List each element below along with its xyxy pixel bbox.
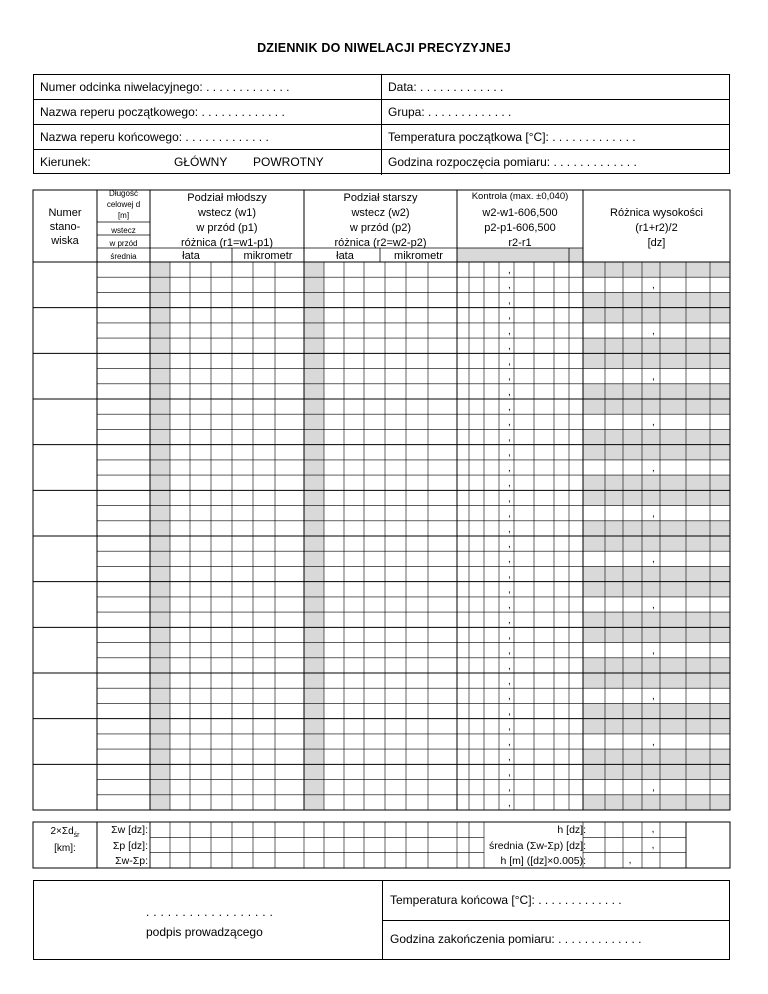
control-decimal-mark: , — [508, 310, 511, 322]
direction-main-option[interactable]: GŁÓWNY — [174, 155, 228, 169]
control-decimal-mark: , — [508, 736, 511, 748]
height-difference-header — [583, 206, 730, 251]
height-diff-line: Różnica wysokości — [610, 207, 703, 219]
control-decimal-mark: , — [508, 599, 511, 611]
summary-decimal-mark: , — [628, 855, 632, 866]
height-diff-line: [dz] — [647, 237, 666, 249]
control-decimal-mark: , — [508, 797, 511, 809]
dots: . . . . . . . . . . . . . — [428, 105, 512, 119]
dots: . . . . . . . . . . . . . — [558, 932, 642, 946]
sum-wp-label: Σw-Σp: — [115, 855, 148, 867]
young-division-header — [150, 191, 304, 251]
control-formulas — [457, 206, 583, 251]
control-title: Kontrola (max. ±0,040) — [471, 191, 569, 202]
young-back: wstecz (w1) — [197, 207, 257, 219]
control-decimal-mark: , — [508, 401, 511, 413]
mean-wp-label: średnia (Σw-Σp) [dz]: — [488, 840, 586, 852]
sum-p-label: Σp [dz]: — [112, 840, 148, 852]
height-diff-decimal-mark: , — [652, 554, 655, 566]
dsum-label — [33, 825, 97, 855]
height-diff-decimal-mark: , — [652, 599, 655, 611]
dots: . . . . . . . . . . . . . — [420, 80, 504, 94]
young-diff: różnica (r1=w1-p1) — [180, 237, 273, 249]
end-temp-label: Temperatura końcowa [°C]: — [390, 893, 535, 907]
height-diff-decimal-mark: , — [652, 371, 655, 383]
control-line: w2-w1-606,500 — [482, 207, 558, 219]
h-m-label: h [m] ([dz]×0.005): — [500, 855, 586, 867]
control-decimal-mark: , — [508, 447, 511, 459]
control-decimal-mark: , — [508, 752, 511, 764]
old-back: wstecz (w2) — [351, 207, 410, 219]
control-decimal-mark: , — [508, 356, 511, 368]
signature-label: podpis prowadzącego — [146, 925, 263, 939]
control-decimal-mark: , — [508, 691, 511, 703]
distance-header-line: Długość — [109, 189, 138, 198]
distance-back-label: wstecz — [111, 226, 136, 235]
control-decimal-mark: , — [508, 478, 511, 490]
control-decimal-mark: , — [508, 371, 511, 383]
start-benchmark-label: Nazwa reperu początkowego: — [40, 105, 199, 119]
control-decimal-mark: , — [508, 767, 511, 779]
dsum-text: 2×Σd — [50, 826, 74, 837]
distance-header-line: [m] — [117, 211, 130, 220]
young-fore: w przód (p1) — [196, 222, 258, 234]
distance-header — [97, 188, 150, 221]
young-staff-label: łata — [182, 250, 200, 262]
old-diff: różnica (r2=w2-p2) — [334, 237, 427, 249]
signature-line[interactable]: . . . . . . . . . . . . . . . . . . — [146, 905, 274, 919]
control-decimal-mark: , — [508, 417, 511, 429]
control-decimal-mark: , — [508, 721, 511, 733]
old-division-header — [304, 191, 457, 251]
summary-decimal-mark: , — [651, 824, 655, 835]
control-decimal-mark: , — [508, 432, 511, 444]
control-decimal-mark: , — [508, 554, 511, 566]
old-micrometer-label: mikrometr — [394, 250, 443, 262]
station-header-line: Numer — [48, 207, 82, 219]
direction-return-option[interactable]: POWROTNY — [253, 155, 324, 169]
height-diff-decimal-mark: , — [652, 782, 655, 794]
control-decimal-mark: , — [508, 341, 511, 353]
end-temp-field[interactable] — [390, 893, 622, 907]
control-decimal-mark: , — [508, 645, 511, 657]
dots: . . . . . . . . . . . . . — [538, 893, 622, 907]
control-decimal-mark: , — [508, 538, 511, 550]
control-decimal-mark: , — [508, 569, 511, 581]
dots: . . . . . . . . . . . . . — [553, 155, 637, 169]
control-decimal-mark: , — [508, 280, 511, 292]
control-decimal-mark: , — [508, 523, 511, 535]
station-number-header — [33, 206, 97, 248]
height-diff-decimal-mark: , — [652, 417, 655, 429]
control-decimal-mark: , — [508, 706, 511, 718]
section-number-label: Numer odcinka niwelacyjnego: — [40, 80, 203, 94]
dots: . . . . . . . . . . . . . — [206, 80, 290, 94]
control-decimal-mark: , — [508, 265, 511, 276]
control-decimal-mark: , — [508, 584, 511, 596]
control-decimal-mark: , — [508, 782, 511, 794]
control-decimal-mark: , — [508, 493, 511, 505]
dots: . . . . . . . . . . . . . — [185, 130, 269, 144]
end-time-field[interactable] — [390, 932, 641, 946]
young-title: Podział młodszy — [187, 192, 267, 204]
control-decimal-mark: , — [508, 508, 511, 520]
control-decimal-mark: , — [508, 630, 511, 642]
control-decimal-mark: , — [508, 675, 511, 687]
height-diff-decimal-mark: , — [652, 691, 655, 703]
end-time-label: Godzina zakończenia pomiaru: — [390, 932, 555, 946]
height-diff-decimal-mark: , — [652, 508, 655, 520]
height-diff-decimal-mark: , — [652, 736, 655, 748]
young-micrometer-label: mikrometr — [243, 250, 293, 262]
station-header-line: wiska — [51, 235, 79, 247]
start-time-label: Godzina rozpoczęcia pomiaru: — [388, 155, 551, 169]
height-diff-line: (r1+r2)/2 — [635, 222, 678, 234]
dots: . . . . . . . . . . . . . — [552, 130, 636, 144]
distance-header-line: celowej d — [106, 200, 141, 209]
km-label: [km]: — [54, 843, 76, 854]
date-label: Data: — [388, 80, 417, 94]
direction-label: Kierunek: — [40, 155, 91, 169]
h-dz-label: h [dz]: — [557, 824, 586, 836]
height-diff-decimal-mark: , — [652, 280, 655, 292]
footer-table — [33, 880, 730, 960]
control-decimal-mark: , — [508, 325, 511, 337]
start-temp-label: Temperatura początkowa [°C]: — [388, 130, 549, 144]
old-fore: w przód (p2) — [349, 222, 412, 234]
page-title: DZIENNIK DO NIWELACJI PRECYZYJNEJ — [257, 41, 511, 55]
height-diff-decimal-mark: , — [652, 325, 655, 337]
height-diff-decimal-mark: , — [652, 462, 655, 474]
control-line: r2-r1 — [508, 237, 532, 249]
dsum-subscript: śr — [73, 832, 80, 839]
distance-mean-label: średnia — [110, 252, 137, 261]
footer-row-divider — [383, 920, 730, 921]
end-benchmark-label: Nazwa reperu końcowego: — [40, 130, 183, 144]
control-decimal-mark: , — [508, 386, 511, 398]
old-staff-label: łata — [336, 250, 354, 262]
height-diff-decimal-mark: , — [652, 645, 655, 657]
control-decimal-mark: , — [508, 462, 511, 474]
control-decimal-mark: , — [508, 615, 511, 627]
sum-w-label: Σw [dz]: — [111, 824, 148, 836]
group-label: Grupa: — [388, 105, 425, 119]
old-title: Podział starszy — [343, 192, 418, 204]
control-decimal-mark: , — [508, 660, 511, 672]
control-decimal-mark: , — [508, 295, 511, 307]
distance-fore-label: w przód — [109, 239, 138, 248]
dots: . . . . . . . . . . . . . — [201, 105, 285, 119]
control-line: p2-p1-606,500 — [484, 222, 556, 234]
station-header-line: stano- — [49, 221, 81, 233]
summary-decimal-mark: , — [651, 840, 655, 851]
